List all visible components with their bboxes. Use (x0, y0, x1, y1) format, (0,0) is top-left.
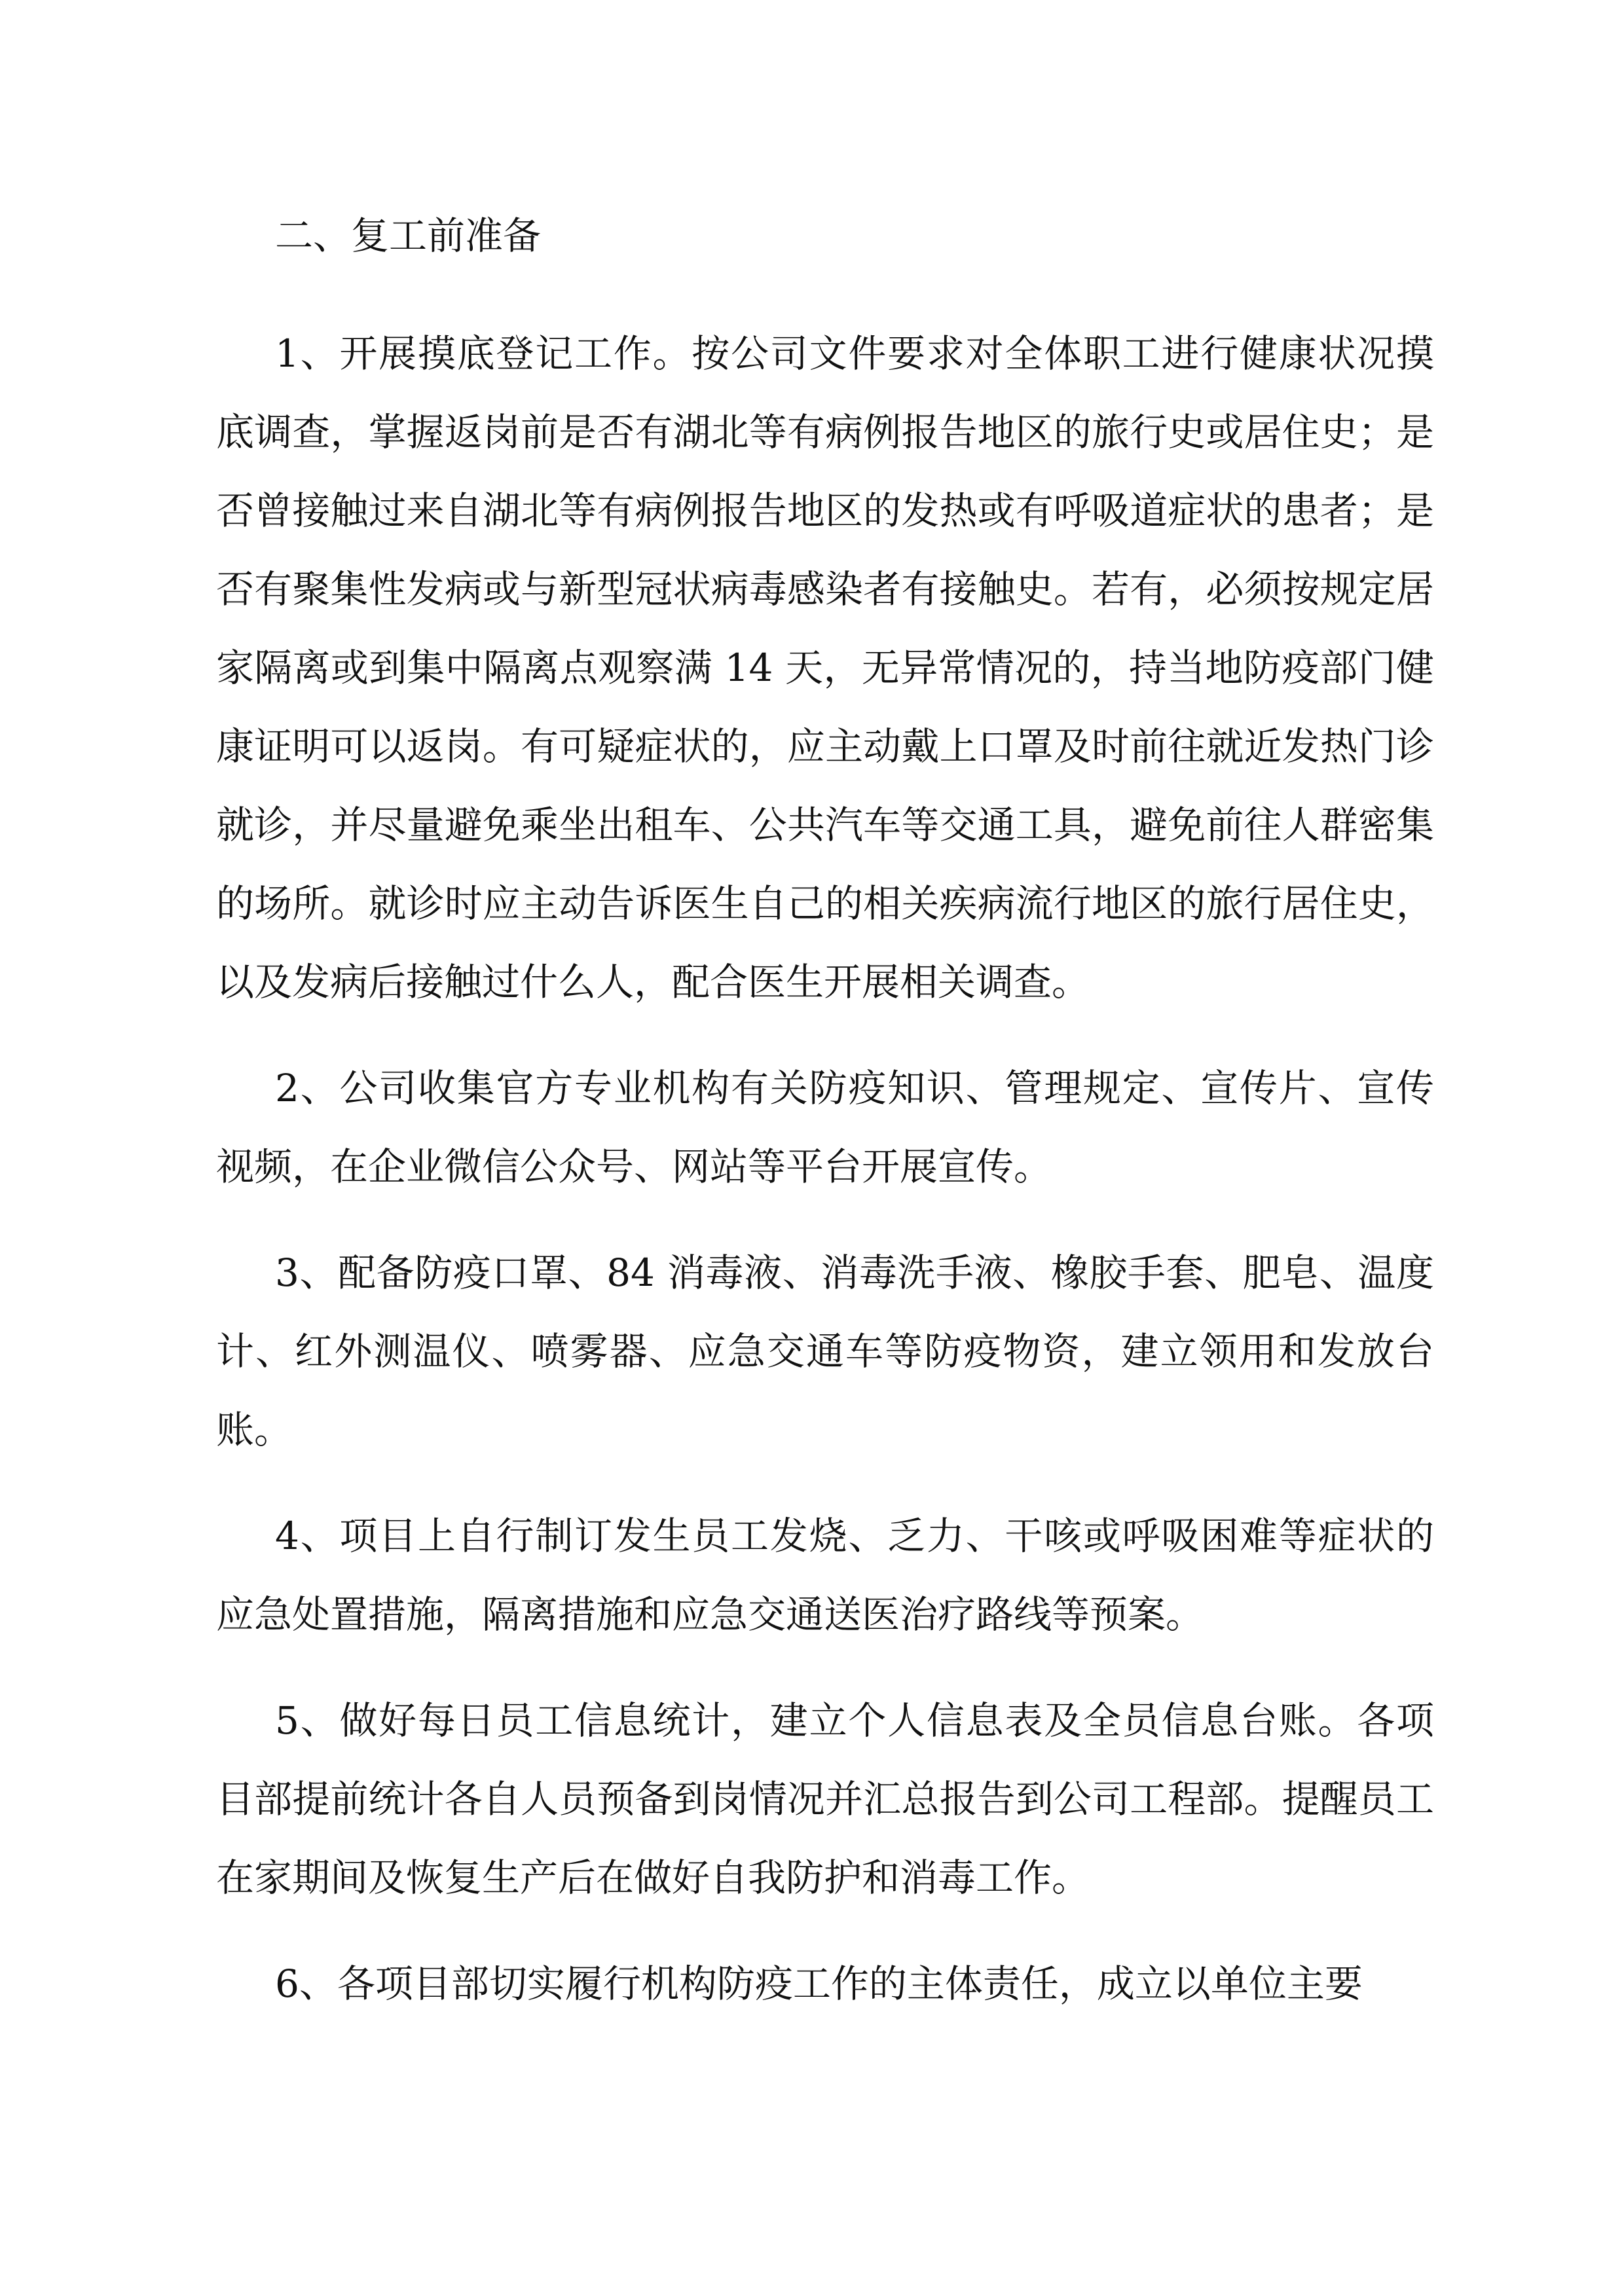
paragraph-5: 5、做好每日员工信息统计，建立个人信息表及全员信息台账。各项目部提前统计各自人员预备到岗情况并汇总报告到公司工程部。提醒员工在家期间及恢复生产后在做好自我防护和消毒工作。 (216, 1698, 1434, 1900)
paragraph-2: 2、公司收集官方专业机构有关防疫知识、管理规定、宣传片、宣传视频，在企业微信公众号、网站等平台开展宣传。 (216, 1066, 1434, 1189)
paragraph-4: 4、项目上自行制订发生员工发烧、乏力、干咳或呼吸困难等症状的应急处置措施，隔离措施和应急交通送医治疗路线等预案。 (216, 1514, 1434, 1637)
document-body (216, 196, 1434, 2050)
paragraph-6: 6、各项目部切实履行机构防疫工作的主体责任，成立以单位主要 (275, 1961, 1363, 2006)
paragraph-1: 1、开展摸底登记工作。按公司文件要求对全体职工进行健康状况摸底调查，掌握返岗前是否有湖北等有病例报告地区的旅行史或居住史；是否曾接触过来自湖北等有病例报告地区的发热或有呼吸道症状的患者；是否有聚集性发病或与新型冠状病毒感染者有接触史。若有，必须按规定居家隔离或到集中隔离点观察满 14 天，无异常情况的，持当地防疫部门健康证明可以返岗。有可疑症状的，应主动戴上口罩及时前往就近发热门诊就诊，并尽量避免乘坐出租车、公共汽车等交通工具，避免前往人群密集的场所。就诊时应主动告诉医生自己的相关疾病流行地区的旅行居住史，以及发病后接触过什么人，配合医生开展相关调查。 (216, 331, 1434, 1004)
section-heading: 二、复工前准备 (275, 213, 542, 258)
paragraph-3: 3、配备防疫口罩、84 消毒液、消毒洗手液、橡胶手套、肥皂、温度计、红外测温仪、喷雾器、应急交通车等防疫物资，建立领用和发放台账。 (216, 1250, 1434, 1452)
